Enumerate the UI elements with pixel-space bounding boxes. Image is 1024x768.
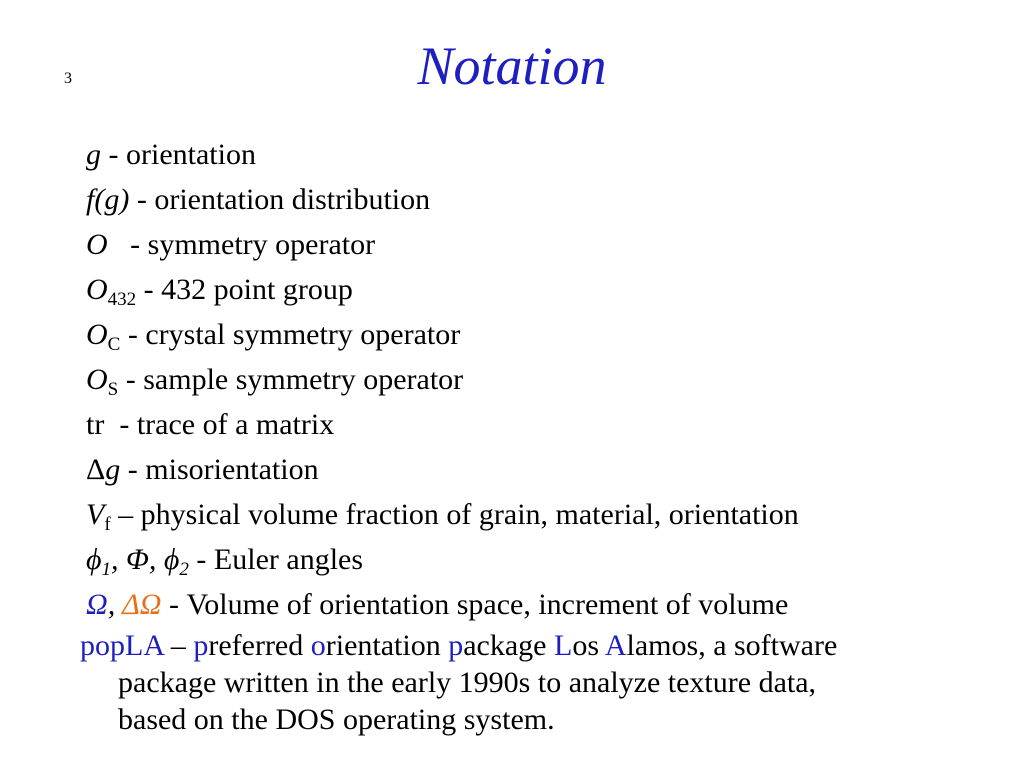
symbol: f(g) (86, 183, 130, 216)
list-item (86, 132, 799, 177)
symbol: O (86, 363, 108, 396)
description: Euler angles (213, 543, 364, 576)
word-part: ackage (463, 629, 554, 662)
subscript: f (104, 514, 111, 535)
acronym-letter: o (310, 629, 326, 662)
popla-line-1 (80, 627, 980, 664)
delta-omega-symbol: ΔΩ (122, 588, 162, 621)
separator: – (163, 629, 194, 662)
list-item (86, 177, 799, 222)
separator: - (161, 588, 187, 621)
list-item (86, 492, 799, 537)
symbol: Φ (126, 543, 149, 576)
acronym-letter: p (448, 629, 464, 662)
symbol: tr (86, 408, 105, 441)
subscript: 1 (101, 559, 112, 580)
popla-line-3: based on the DOS operating system. (118, 703, 555, 736)
separator: - (188, 543, 214, 576)
word-part: rientation (325, 629, 449, 662)
list-item (86, 312, 799, 357)
symbol: O (86, 228, 108, 261)
subscript: 432 (107, 289, 137, 310)
description: trace of a matrix (136, 408, 335, 441)
list-item (86, 267, 799, 312)
acronym-letter: A (604, 629, 627, 662)
separator: - (120, 318, 146, 351)
separator: , (111, 543, 127, 576)
list-item (86, 537, 799, 582)
subscript: S (107, 379, 119, 400)
popla-definition (80, 627, 980, 738)
delta-symbol: Δ (86, 453, 106, 486)
popla-line-2: package written in the early 1990s to analyze texture data, (118, 666, 817, 699)
description: crystal symmetry operator (145, 318, 461, 351)
acronym-letter: p (193, 629, 209, 662)
description: orientation distribution (154, 183, 431, 216)
symbol: O (86, 318, 108, 351)
omega-symbol: Ω (86, 588, 108, 621)
description: Volume of orientation space, increment of volume (186, 588, 789, 621)
list-item (86, 357, 799, 402)
subscript: 2 (179, 559, 189, 580)
popla-term: popLA (80, 629, 164, 662)
word-part: referred (208, 629, 311, 662)
word-part: lamos, a software (626, 629, 838, 662)
description: misorientation (145, 453, 319, 486)
separator: - (118, 363, 144, 396)
list-item (86, 402, 799, 447)
description: physical volume fraction of grain, material, orientation (140, 498, 799, 531)
slide-number: 3 (64, 70, 72, 87)
page-title: Notation (417, 36, 607, 96)
separator: - (101, 138, 126, 171)
separator: - (107, 228, 148, 261)
symbol: ϕ (163, 543, 180, 576)
symbol: g (105, 453, 121, 486)
separator: - (104, 408, 137, 441)
symbol: ϕ (86, 543, 102, 576)
description: 432 point group (161, 273, 353, 306)
separator: - (129, 183, 155, 216)
symbol: O (86, 273, 108, 306)
list-item (86, 582, 799, 627)
word-part: os (572, 629, 605, 662)
separator: - (136, 273, 162, 306)
notation-list (86, 132, 799, 627)
symbol: V (86, 498, 105, 531)
description: orientation (126, 138, 256, 171)
separator: - (120, 453, 146, 486)
separator: , (148, 543, 164, 576)
separator: – (110, 498, 141, 531)
description: symmetry operator (147, 228, 376, 261)
list-item (86, 222, 799, 267)
acronym-letter: L (554, 629, 573, 662)
list-item (86, 447, 799, 492)
separator: , (107, 588, 123, 621)
symbol: g (86, 138, 101, 171)
description: sample symmetry operator (143, 363, 464, 396)
subscript: C (107, 334, 121, 355)
